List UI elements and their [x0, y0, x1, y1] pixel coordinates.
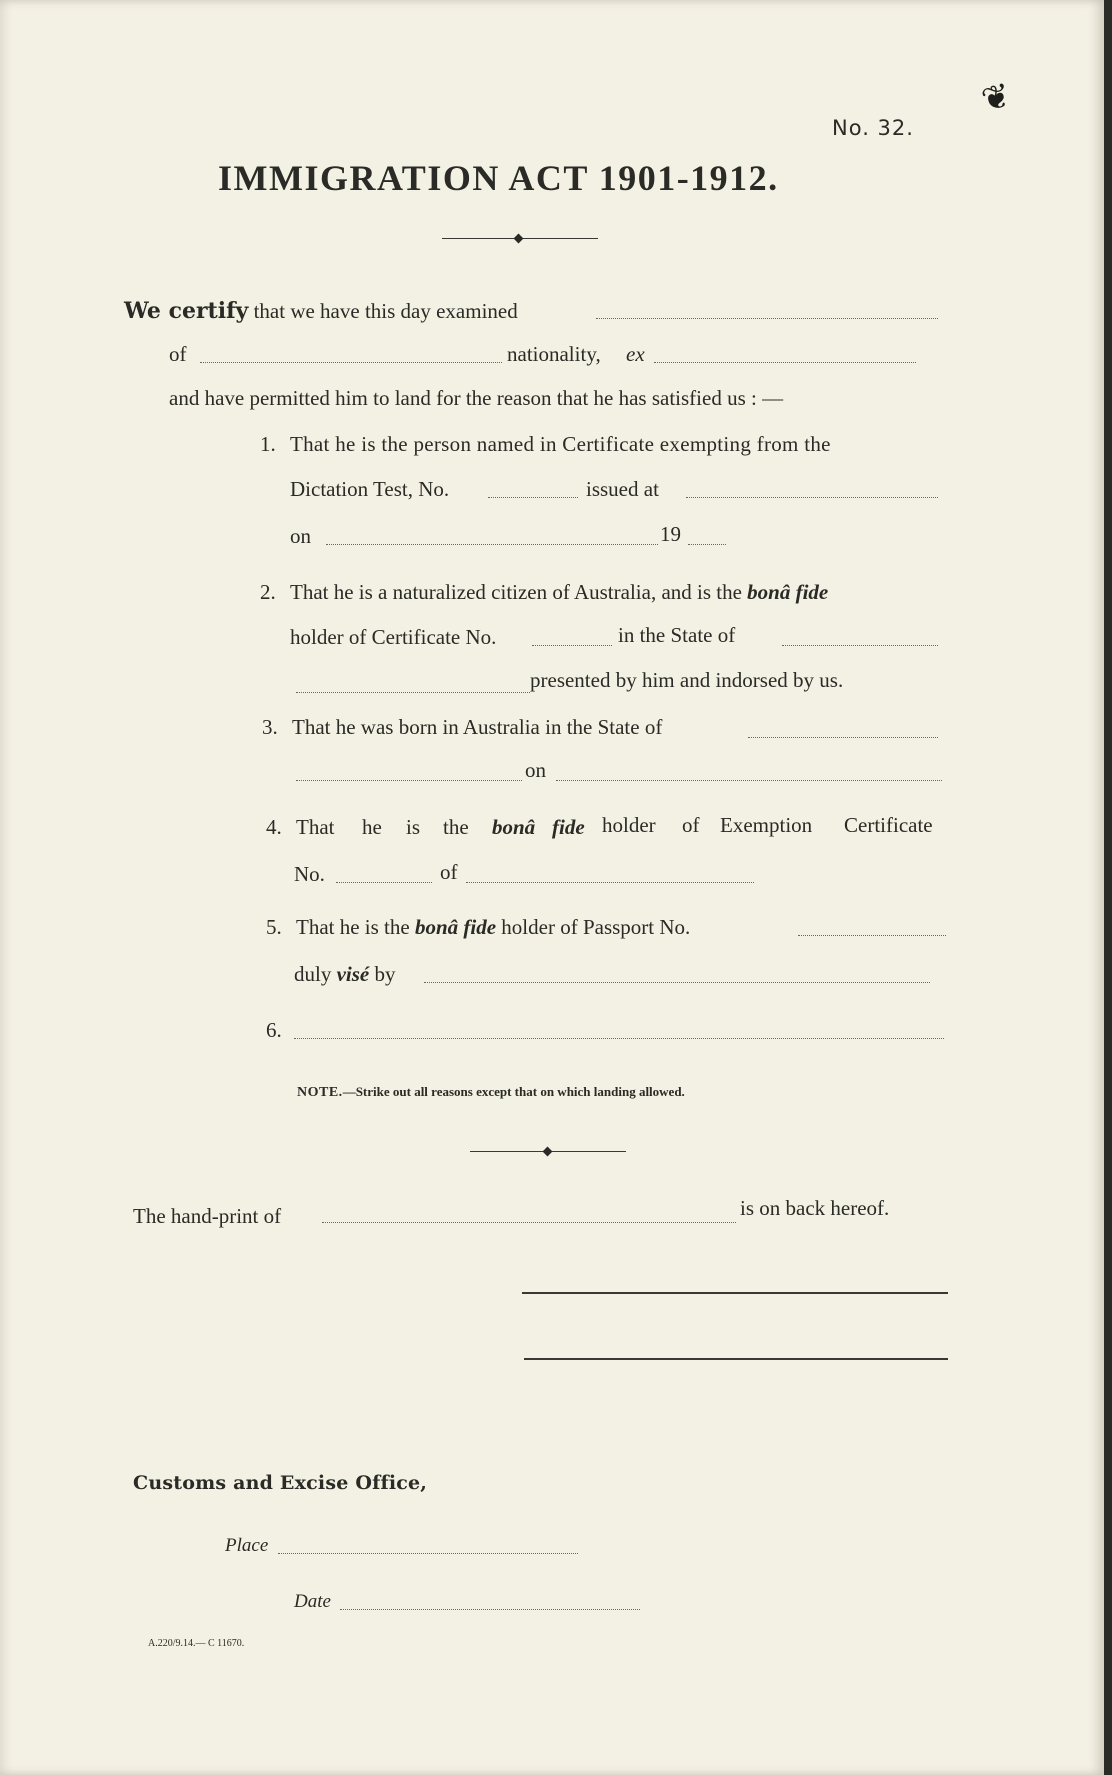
reason-4-w2: he: [362, 815, 382, 839]
handprint-name-field[interactable]: [322, 1222, 736, 1223]
issued-on-date-field[interactable]: [326, 544, 658, 545]
form-number: No. 32.: [832, 116, 914, 140]
of-field[interactable]: [200, 362, 502, 363]
exemption-number-field[interactable]: [336, 882, 432, 883]
birth-state-field[interactable]: [748, 737, 938, 738]
birth-date-field[interactable]: [556, 780, 942, 781]
reason-3-text: That he was born in Australia in the State of: [292, 715, 663, 739]
year-prefix: 19: [660, 522, 681, 546]
office-title: Customs and Excise Office,: [133, 1472, 428, 1494]
reason-5-text: [296, 915, 690, 940]
ex-vessel-field[interactable]: [654, 362, 916, 363]
reason-6-number: 6.: [266, 1018, 282, 1042]
place-label: Place: [225, 1535, 269, 1556]
ex-label: ex: [626, 342, 645, 366]
printer-code: A.220/9.14.— C 11670.: [148, 1638, 245, 1649]
permitted-line: and have permitted him to land for the reason that he has satisfied us : —: [169, 386, 784, 410]
page-title: IMMIGRATION ACT 1901-1912.: [218, 158, 779, 198]
reason-4-w1: That: [296, 815, 335, 839]
reason-6-field[interactable]: [294, 1038, 944, 1039]
presented-field[interactable]: [296, 692, 530, 693]
birth-place-field[interactable]: [296, 780, 522, 781]
exemption-of-label: of: [440, 860, 458, 884]
reason-5-number: 5.: [266, 915, 282, 939]
reason-5-text-a: That he is the: [296, 915, 410, 939]
place-field[interactable]: [278, 1553, 578, 1554]
born-on-label: on: [525, 758, 546, 782]
exemption-no-label: No.: [294, 862, 325, 886]
reason-4-bona: bonâ: [492, 815, 536, 839]
reason-4-number: 4.: [266, 815, 282, 839]
of-label: of: [169, 342, 187, 366]
reason-2-text: [290, 580, 828, 605]
by-label: by: [374, 962, 396, 986]
examined-name-field[interactable]: [596, 318, 938, 319]
issued-at-field[interactable]: [686, 497, 938, 498]
handprint-prefix: The hand-print of: [133, 1204, 282, 1228]
nationality-label: nationality,: [507, 342, 601, 366]
issued-at-label: issued at: [586, 477, 659, 501]
state-field[interactable]: [782, 645, 938, 646]
dictation-number-field[interactable]: [488, 497, 578, 498]
state-label: in the State of: [618, 623, 736, 647]
title-ornament-diamond: [514, 234, 524, 244]
reason-4-w10: Certificate: [844, 813, 933, 837]
reason-5-bona-fide: bonâ fide: [414, 915, 497, 939]
presented-text: presented by him and indorsed by us.: [530, 668, 844, 692]
dictation-label: Dictation Test, No.: [290, 477, 450, 501]
reason-4-w8: of: [682, 813, 700, 837]
reason-1-number: 1.: [260, 432, 276, 456]
duly-label: duly: [294, 962, 332, 986]
certificate-number-field[interactable]: [532, 645, 612, 646]
year-field[interactable]: [688, 544, 726, 545]
corner-handwritten-mark: ❦: [977, 74, 1016, 122]
reason-2-bona-fide: bonâ fide: [747, 580, 829, 604]
intro-text: that we have this day examined: [253, 299, 518, 323]
date-label: Date: [294, 1591, 331, 1612]
holder-certificate-label: holder of Certificate No.: [290, 625, 497, 649]
note-label: NOTE.: [297, 1085, 343, 1100]
reason-4-fide: fide: [552, 815, 585, 839]
vise-label: visé: [336, 962, 370, 986]
handprint-suffix: is on back hereof.: [740, 1196, 890, 1220]
reason-1-text: That he is the person named in Certificate exempting from the: [290, 432, 831, 456]
reason-2-number: 2.: [260, 580, 276, 604]
intro-line-1: [124, 298, 518, 324]
exemption-of-field[interactable]: [466, 882, 754, 883]
we-certify-blackletter: We certify: [124, 298, 249, 324]
note-text: —Strike out all reasons except that on which landing allowed.: [342, 1084, 685, 1099]
reason-4-w3: is: [406, 815, 421, 839]
note: [297, 1084, 685, 1101]
vise-by-field[interactable]: [424, 982, 930, 983]
signature-line-2[interactable]: [524, 1358, 948, 1360]
reason-3-number: 3.: [262, 715, 278, 739]
mid-ornament-diamond: [543, 1147, 553, 1157]
on-label: on: [290, 524, 311, 548]
reason-4-w9: Exemption: [720, 813, 813, 837]
signature-line-1[interactable]: [522, 1292, 948, 1294]
reason-2-text-a: That he is a naturalized citizen of Australia, and is the: [290, 580, 742, 604]
reason-5-text-c: holder of Passport No.: [501, 915, 691, 939]
duly-vise-by: [294, 962, 396, 987]
passport-number-field[interactable]: [798, 935, 946, 936]
reason-4-w4: the: [443, 815, 469, 839]
reason-4-w7: holder: [602, 813, 656, 837]
date-field[interactable]: [340, 1609, 640, 1610]
